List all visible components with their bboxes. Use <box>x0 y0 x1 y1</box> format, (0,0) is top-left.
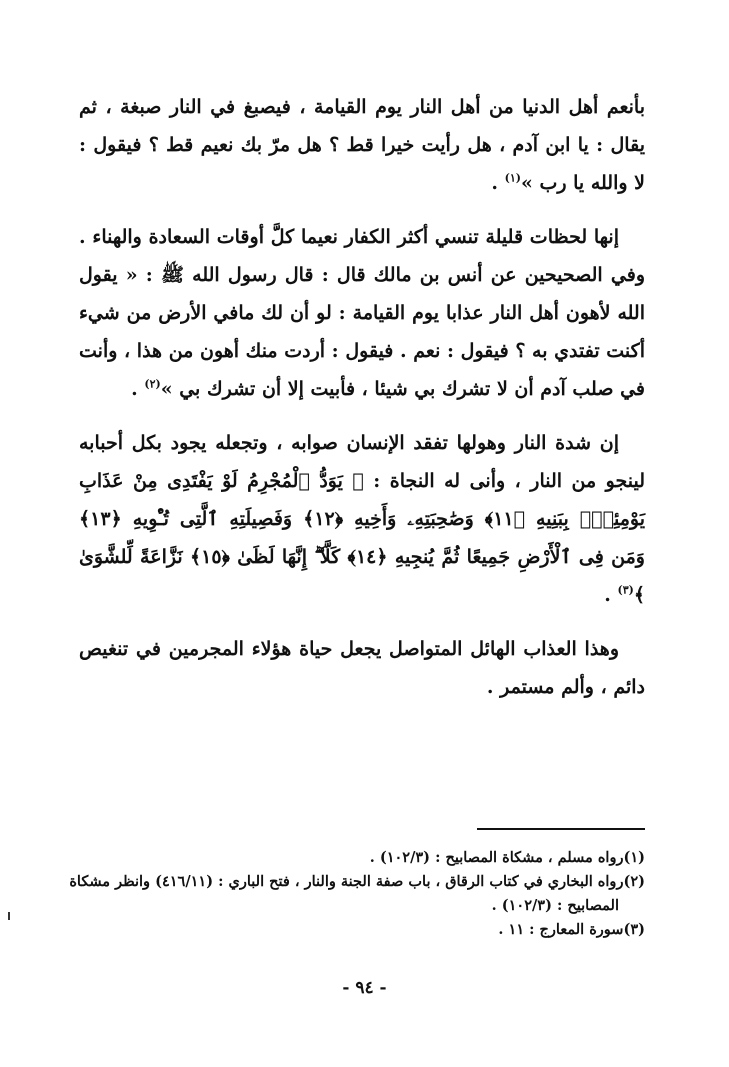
footnote-1-number: (١) <box>623 849 645 866</box>
footnote-ref-3: (٣) <box>617 583 634 597</box>
paragraph-2-text: إنها لحظات قليلة تنسي أكثر الكفار نعيما كلَّ أوقات السعادة والهناء . وفي الصحيحين عن أنس بن مالك قال : قال رسول الله ﷺ : « يقول الله لأهون أهل النار عذابا يوم القيامة : لو أن لك مافي الأرض من شيء أكنت تفتدي به ؟ فيقول : نعم . فيقول : أردت منك أهون من هذا ، وأنت في صلب آدم أن لا تشرك بي شيئا ، فأبيت إلا أن تشرك بي » <box>79 226 645 400</box>
footnote-ref-1: (١) <box>504 171 521 185</box>
footnote-separator <box>477 828 645 830</box>
paragraph-1-text: بأنعم أهل الدنيا من أهل النار يوم القيامة ، فيصبغ في النار صبغة ، ثم يقال : يا ابن آدم ، هل رأيت خيرا قط ؟ هل مرّ بك نعيم قط ؟ فيقول : لا والله يا رب » <box>79 96 645 194</box>
scan-edge-mark <box>8 912 10 920</box>
footnote-2 <box>69 870 645 918</box>
page-number: - ٩٤ - <box>342 978 387 998</box>
footnotes <box>69 846 645 942</box>
footnote-1 <box>69 846 645 870</box>
paragraph-4-text: وهذا العذاب الهائل المتواصل يجعل حياة هؤلاء المجرمين في تنغيص دائم ، وألم مستمر . <box>79 638 645 698</box>
footnote-3-number: (٣) <box>623 921 645 938</box>
footnote-2-text: رواه البخاري في كتاب الرقاق ، باب صفة الجنة والنار ، فتح الباري : (٤١٦/١١) وانظر مشكاة <box>69 873 624 890</box>
main-text <box>79 88 645 722</box>
paragraph-3-text: إن شدة النار وهولها تفقد الإنسان صوابه ، وتجعله يجود بكل أحبابه لينجو من النار ، وأنى له النجاة : <box>79 432 646 492</box>
paragraph-2-tail: . <box>131 378 145 400</box>
paragraph-1 <box>79 88 645 202</box>
footnote-1-text: رواه مسلم ، مشكاة المصابيح : (١٠٢/٣) . <box>369 849 624 866</box>
footnote-3-text: سورة المعارج : ١١ . <box>498 921 624 938</box>
paragraph-2 <box>79 218 645 408</box>
paragraph-1-tail: . <box>491 172 505 194</box>
footnote-3 <box>69 918 645 942</box>
footnote-ref-2: (٢) <box>144 377 161 391</box>
paragraph-3-tail: . <box>604 584 618 606</box>
quran-verse: ﴿ يَوَدُّ ٱلْمُجْرِمُ لَوْ يَفْتَدِى مِنْ عَذَابِ يَوْمِئِذٍۭ بِبَنِيهِ ﴿١١﴾ وَصَٰحِبَتِهِۦ وَأَخِيهِ ﴿١٢﴾ وَفَصِيلَتِهِ ٱلَّتِى تُـْٔوِيهِ ﴿١٣﴾ وَمَن فِى ٱلْأَرْضِ جَمِيعًا ثُمَّ يُنجِيهِ ﴿١٤﴾ كَلَّآ ۖ إِنَّهَا لَظَىٰ ﴿١٥﴾ نَزَّاعَةً لِّلشَّوَىٰ ﴾ <box>79 470 645 606</box>
paragraph-3 <box>79 424 645 614</box>
footnote-2-number: (٢) <box>623 873 645 890</box>
footnote-2-continuation: المصابيح : (١٠٢/٣) . <box>491 897 619 914</box>
paragraph-4 <box>79 630 645 706</box>
